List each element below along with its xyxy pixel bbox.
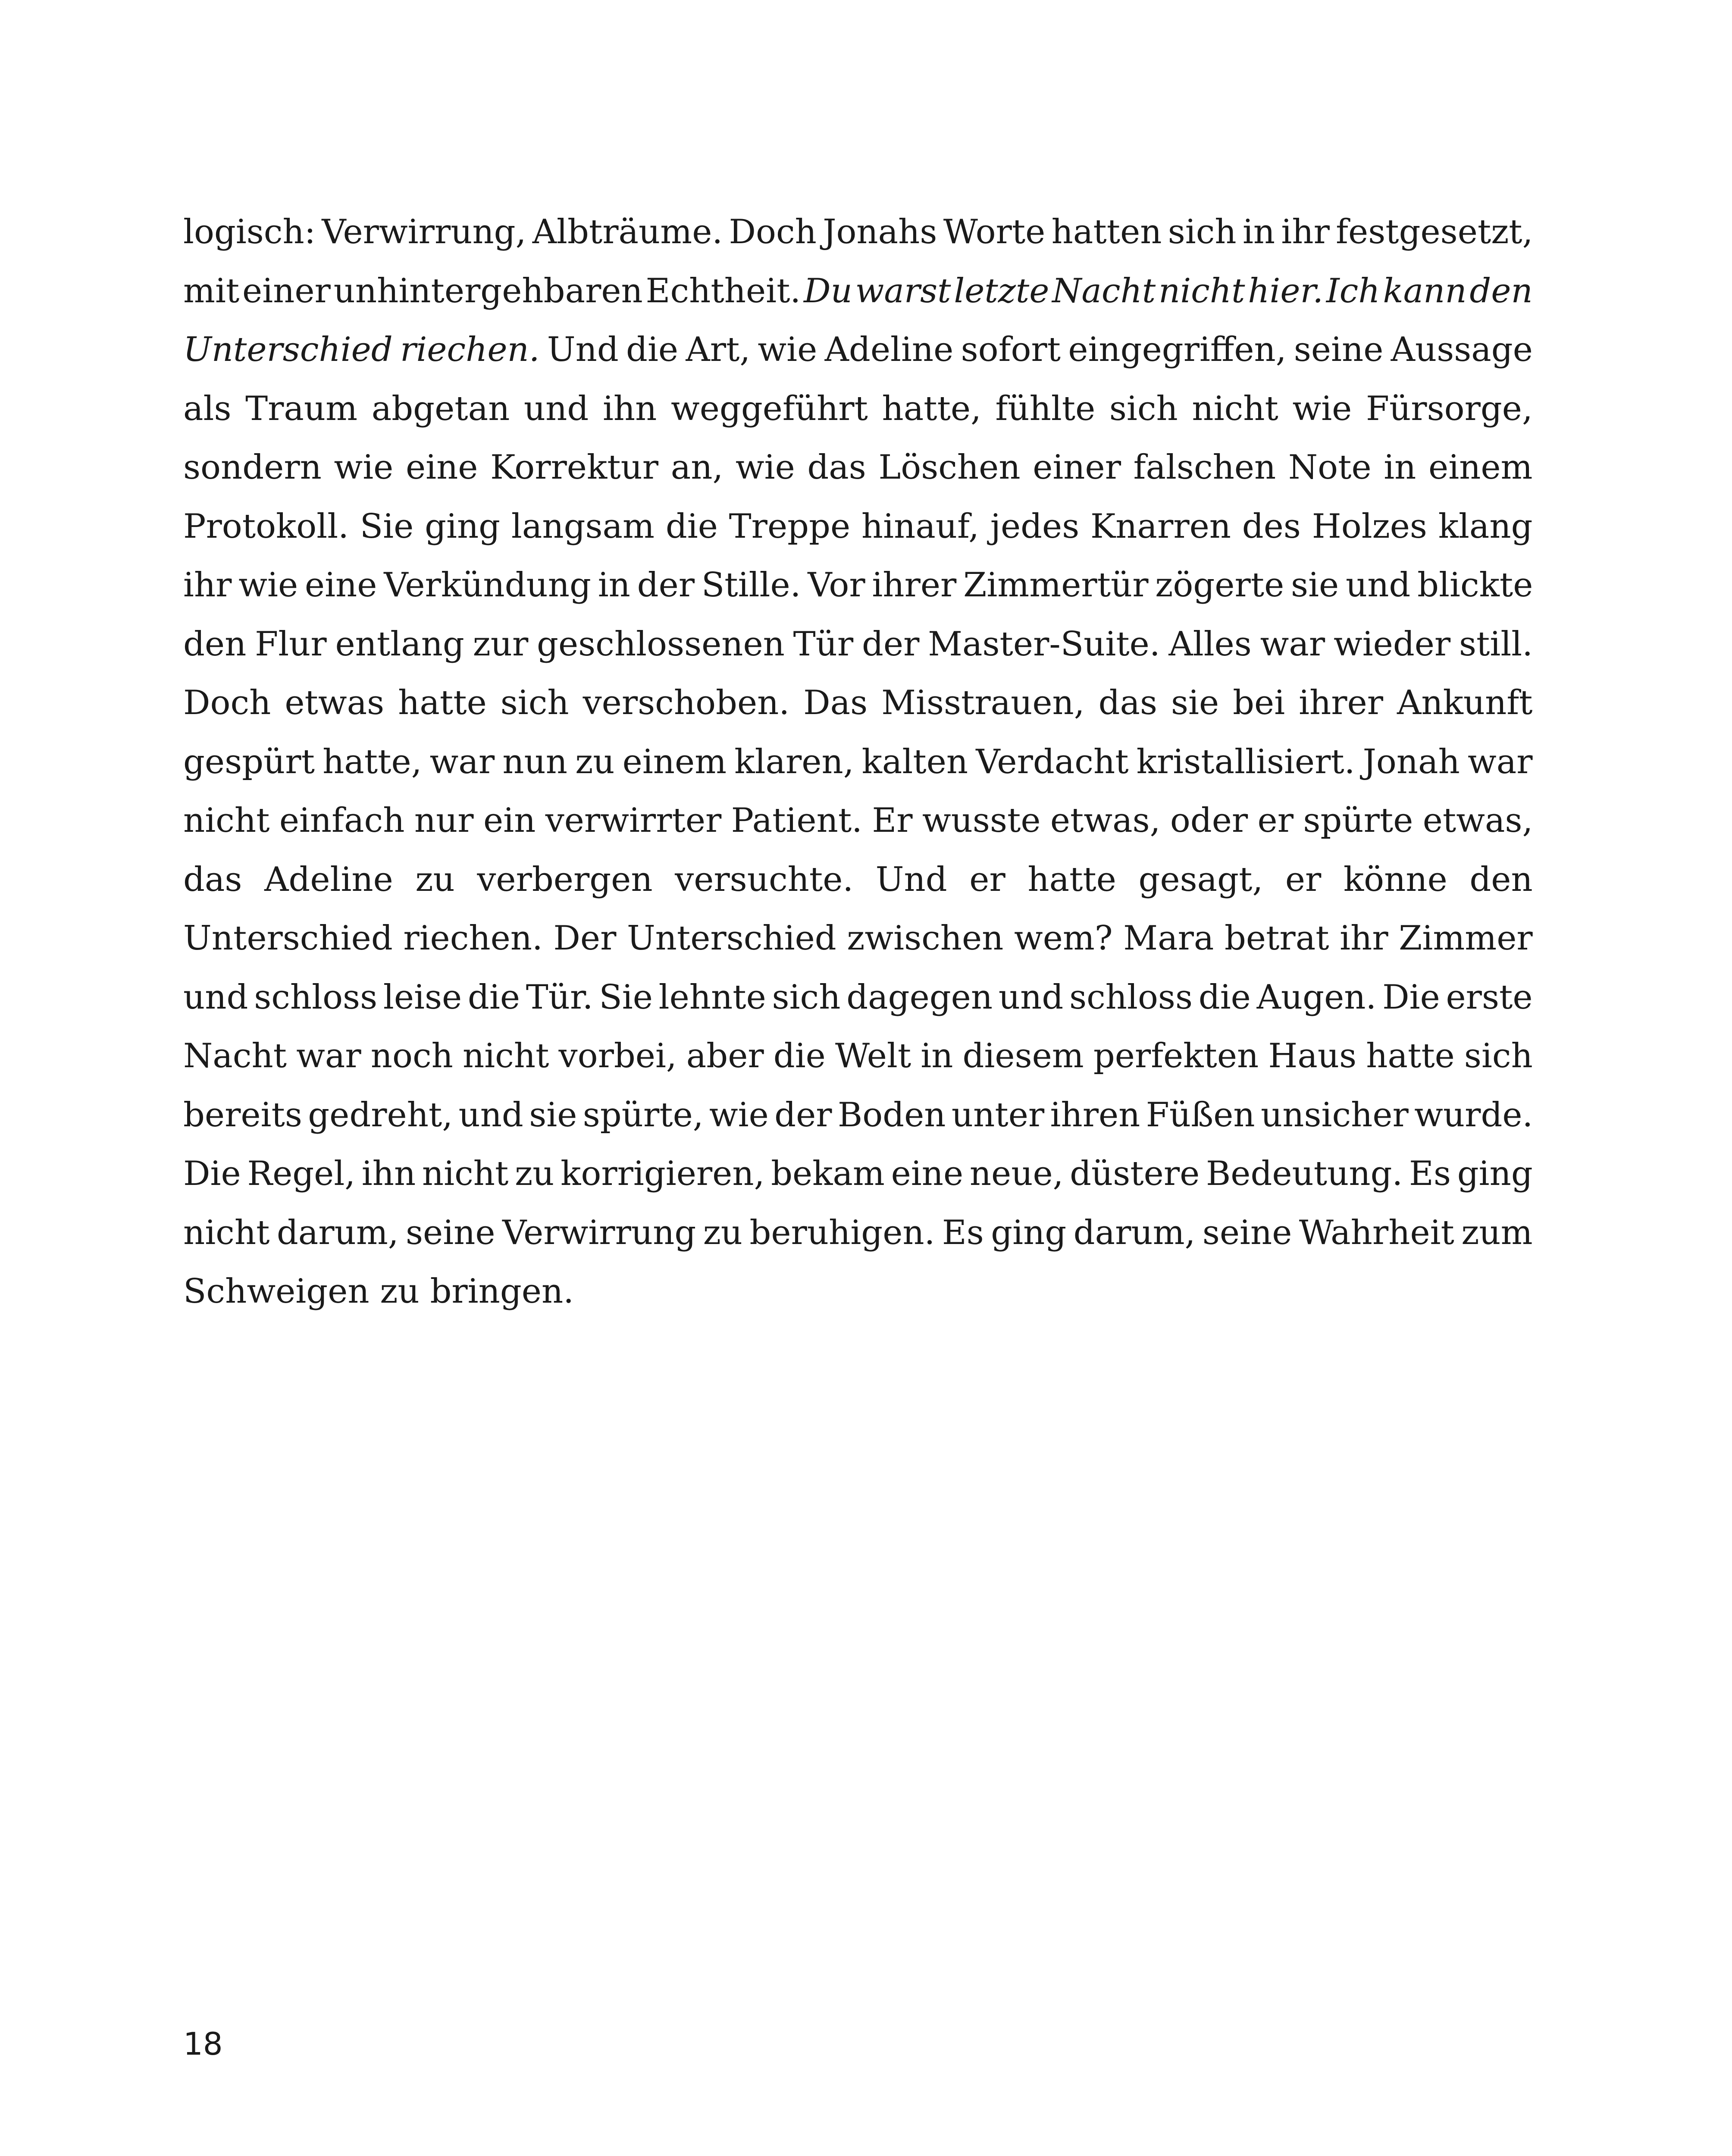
- italic-text: Du warst letzte Nacht nicht hier. Ich kann den: [804, 271, 1533, 310]
- text-line: und schloss leise die Tür. Sie lehnte sich dagegen und schloss die Augen. Die erste: [183, 978, 1533, 1017]
- text-line: Die Regel, ihn nicht zu korrigieren, bekam eine neue, düstere Bedeutung. Es ging: [183, 1154, 1533, 1193]
- page-number: 18: [183, 2026, 223, 2062]
- text-line: Unterschied riechen. Der Unterschied zwischen wem? Mara betrat ihr Zimmer: [183, 919, 1533, 958]
- text-line: bereits gedreht, und sie spürte, wie der Boden unter ihren Füßen unsicher wurde.: [183, 1095, 1533, 1134]
- text-line: mit einer unhintergehbaren Echtheit. Du warst letzte Nacht nicht hier. Ich kann den: [183, 271, 1533, 310]
- text-line: logisch: Verwirrung, Albträume. Doch Jonahs Worte hatten sich in ihr festgesetzt,: [183, 213, 1533, 251]
- text-line: nicht einfach nur ein verwirrter Patient. Er wusste etwas, oder er spürte etwas,: [183, 801, 1533, 840]
- text-line: Nacht war noch nicht vorbei, aber die Welt in diesem perfekten Haus hatte sich: [183, 1037, 1533, 1075]
- text-line: Doch etwas hatte sich verschoben. Das Misstrauen, das sie bei ihrer Ankunft: [183, 683, 1533, 722]
- italic-text: Unterschied riechen.: [183, 330, 540, 369]
- text-line: den Flur entlang zur geschlossenen Tür der Master-Suite. Alles war wieder still.: [183, 624, 1533, 664]
- text-line: ihr wie eine Verkündung in der Stille. Vor ihrer Zimmertür zögerte sie und blickte: [183, 566, 1533, 605]
- text-line: Schweigen zu bringen.: [183, 1272, 574, 1311]
- text-line: Protokoll. Sie ging langsam die Treppe hinauf, jedes Knarren des Holzes klang: [183, 507, 1533, 546]
- text-line: als Traum abgetan und ihn weggeführt hatte, fühlte sich nicht wie Fürsorge,: [183, 389, 1533, 428]
- text-line: gespürt hatte, war nun zu einem klaren, kalten Verdacht kristallisiert. Jonah war: [183, 742, 1533, 781]
- body-text: [183, 203, 1533, 1321]
- text-line: Unterschied riechen. Und die Art, wie Adeline sofort eingegriffen, seine Aussage: [183, 330, 1533, 369]
- text-line: nicht darum, seine Verwirrung zu beruhigen. Es ging darum, seine Wahrheit zum: [183, 1213, 1533, 1252]
- text-line: sondern wie eine Korrektur an, wie das Löschen einer falschen Note in einem: [183, 448, 1533, 487]
- text-line: das Adeline zu verbergen versuchte. Und er hatte gesagt, er könne den: [183, 860, 1533, 899]
